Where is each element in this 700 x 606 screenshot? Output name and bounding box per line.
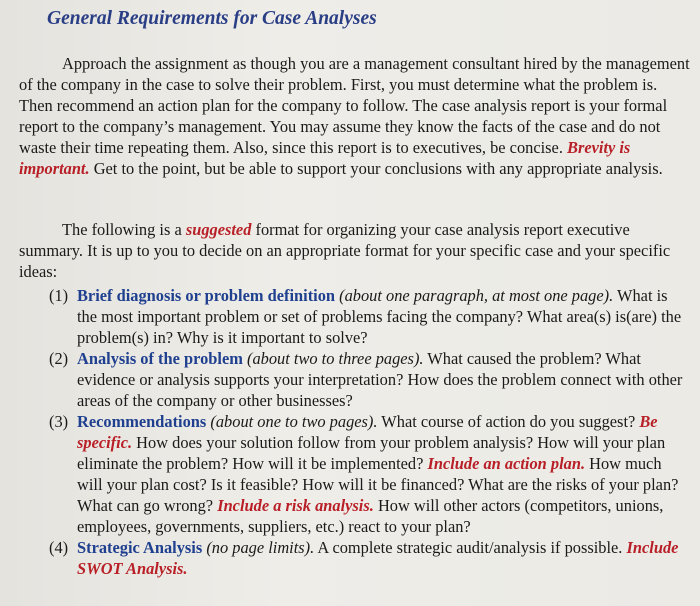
action-plan-emphasis: Include an action plan.	[427, 454, 586, 473]
intro-text-b: Get to the point, but be able to support your conclusions with any appropriate analysis.	[89, 159, 663, 178]
item-note: (about two to three pages).	[247, 349, 424, 368]
format-text-b: format for organizing your case analysis report executive summary. It is up to you to decide on an appropriate format for your specific case and your specific ideas:	[19, 220, 671, 281]
page-title: General Requirements for Case Analyses	[47, 8, 377, 29]
item-heading: Analysis of the problem	[77, 349, 243, 368]
item-heading: Brief diagnosis or problem definition	[77, 286, 336, 305]
list-item	[19, 411, 691, 537]
item-heading: Strategic Analysis	[77, 538, 203, 557]
risk-analysis-emphasis: Include a risk analysis.	[217, 496, 374, 515]
item-text: What is the most important problem or set of problems facing the company? What area(s) is(are) the problem(s) in? Why is it important to solve?	[77, 286, 682, 347]
item-note: (about one paragraph, at most one page).	[339, 286, 614, 305]
item-note: (no page limits).	[206, 538, 315, 557]
intro-paragraph	[19, 53, 691, 179]
item-note: (about one to two pages).	[210, 412, 378, 431]
suggested-emphasis: suggested	[185, 220, 252, 239]
list-item	[19, 285, 691, 348]
item-heading: Recommendations	[77, 412, 207, 431]
item-text: How much will your plan cost? Is it feasible? How will it be financed? What are the risks of your plan? What can go wrong?	[77, 454, 679, 515]
list-item	[19, 348, 691, 411]
list-item	[19, 537, 691, 579]
item-number: (2)	[49, 349, 69, 368]
swot-emphasis: Include SWOT Analysis.	[77, 538, 679, 578]
brevity-emphasis: Brevity is important.	[19, 138, 631, 178]
item-text: What course of action do you suggest?	[377, 412, 640, 431]
format-list	[19, 285, 691, 579]
format-text-a: The following is a	[62, 220, 186, 239]
item-text: A complete strategic audit/analysis if possible.	[314, 538, 627, 557]
intro-text-a: Approach the assignment as though you are a management consultant hired by the management of the company in the case to solve their problem. First, you must determine what the problem is. Then recommend an action plan for the company to follow. The case analysis report is your formal report to the company’s management. You may assume they know the facts of the case and do not waste their time repeating them. Also, since this report is to executives, be concise.	[19, 54, 690, 157]
item-text: How does your solution follow from your problem analysis? How will your plan eliminate the problem? How will it be implemented?	[77, 433, 666, 473]
item-number: (4)	[49, 538, 69, 557]
item-number: (1)	[49, 286, 69, 305]
item-text: What caused the problem? What evidence or analysis supports your interpretation? How does the problem connect with other areas of the company or other businesses?	[77, 349, 683, 410]
format-paragraph	[19, 219, 691, 282]
item-text: How will other actors (competitors, unions, employees, governments, suppliers, etc.) react to your plan?	[77, 496, 664, 536]
item-number: (3)	[49, 412, 69, 431]
be-specific-emphasis: Be specific.	[77, 412, 658, 452]
